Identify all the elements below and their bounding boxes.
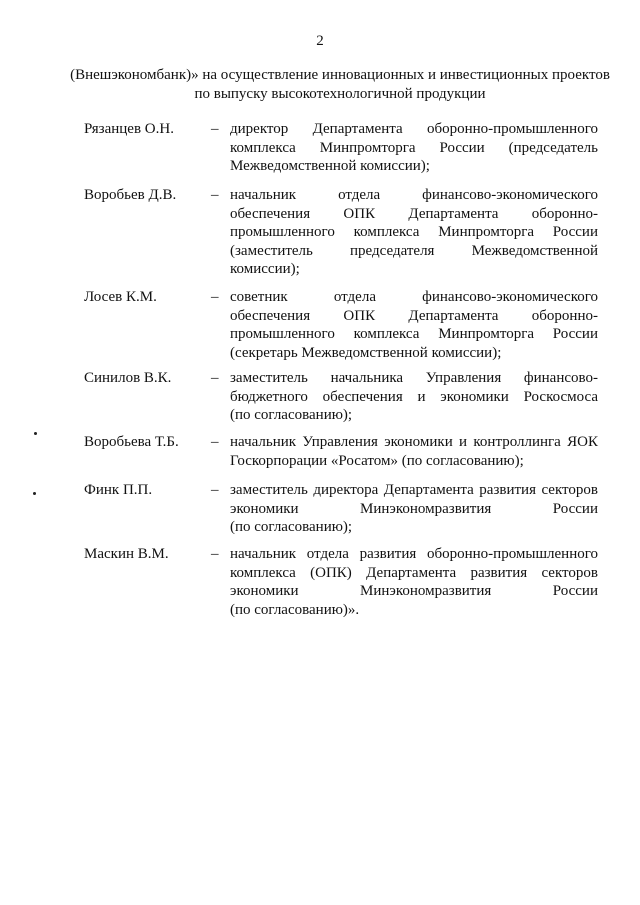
member-name: Финк П.П. — [84, 482, 153, 498]
member-dash: – — [211, 289, 219, 305]
role-line: начальник Управления экономики и контроллинга ЯОК — [230, 434, 598, 450]
role-line: (по согласованию); — [230, 407, 353, 423]
role-line: экономики Минэкономразвития России — [230, 583, 598, 599]
member-name: Рязанцев О.Н. — [84, 121, 174, 137]
member-role — [230, 120, 598, 176]
role-line: промышленного комплекса Минпромторга России — [230, 326, 598, 342]
member-name: Воробьева Т.Б. — [84, 434, 179, 450]
scan-speck — [34, 432, 37, 435]
role-line: начальник отдела финансово-экономического — [230, 187, 598, 203]
role-line: комплекса Минпромторга России (председатель — [230, 139, 598, 156]
role-line: комиссии); — [230, 261, 300, 277]
scan-speck — [33, 492, 36, 495]
member-role — [230, 545, 598, 619]
member-dash: – — [211, 546, 219, 562]
heading-line-2: по выпуску высокотехнологичной продукции — [194, 86, 486, 102]
role-line: заместитель директора Департамента развития секторов — [230, 482, 598, 498]
role-line: бюджетного обеспечения и экономики Роскосмоса — [230, 388, 598, 405]
role-line: (заместитель председателя Межведомственной — [230, 242, 598, 259]
role-line: Межведомственной комиссии); — [230, 158, 430, 174]
member-dash: – — [211, 187, 219, 203]
member-dash: – — [211, 121, 219, 137]
role-line: (секретарь Межведомственной комиссии); — [230, 344, 502, 361]
page-number: 2 — [316, 33, 324, 49]
role-line: начальник отдела развития оборонно-промышленного — [230, 546, 598, 562]
member-dash: – — [211, 434, 219, 450]
member-dash: – — [211, 482, 219, 498]
member-role — [230, 288, 598, 362]
role-line: обеспечения ОПК Департамента оборонно- — [230, 205, 598, 222]
member-role — [230, 481, 598, 537]
document-heading — [60, 66, 620, 104]
role-line: директор Департамента оборонно-промышленного — [230, 121, 598, 137]
member-name: Синилов В.К. — [84, 370, 172, 386]
role-line: экономики Минэкономразвития России — [230, 500, 598, 517]
role-line: заместитель начальника Управления финансово- — [230, 370, 598, 386]
member-name: Лосев К.М. — [84, 289, 157, 305]
role-line: промышленного комплекса Минпромторга России — [230, 224, 598, 240]
member-name: Воробьев Д.В. — [84, 187, 177, 203]
member-dash: – — [211, 370, 219, 386]
role-line: Госкорпорации «Росатом» (по согласованию); — [230, 452, 524, 469]
member-role — [230, 186, 598, 279]
role-line: (по согласованию); — [230, 519, 353, 535]
member-role — [230, 369, 598, 425]
member-role — [230, 433, 598, 470]
role-line: советник отдела финансово-экономического — [230, 289, 598, 305]
heading-line-1: (Внешэкономбанк)» на осуществление инновационных и инвестиционных проектов — [70, 67, 610, 83]
role-line: комплекса (ОПК) Департамента развития секторов — [230, 564, 598, 581]
member-name: Маскин В.М. — [84, 546, 169, 562]
role-line: (по согласованию)». — [230, 601, 360, 618]
role-line: обеспечения ОПК Департамента оборонно- — [230, 307, 598, 324]
